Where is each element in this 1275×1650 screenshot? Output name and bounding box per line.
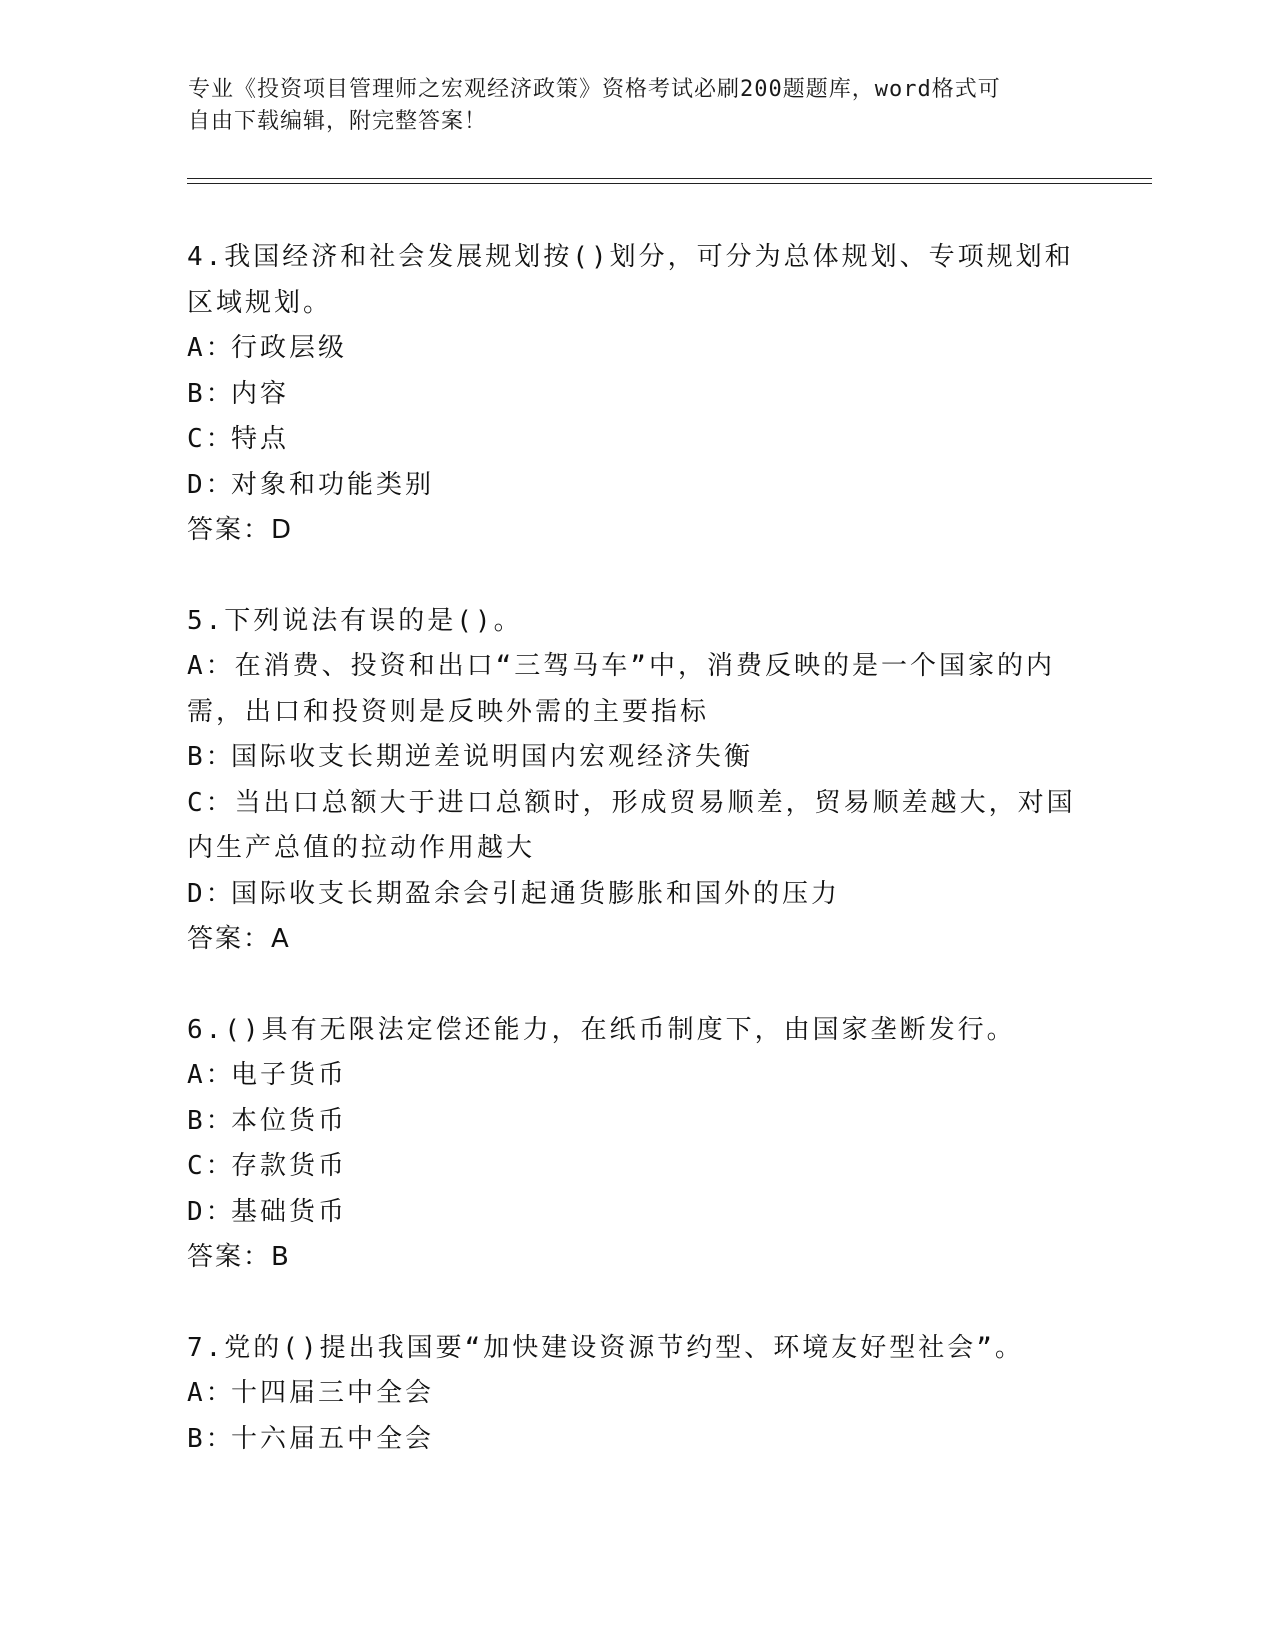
option-a [187, 326, 1087, 372]
answer-line: 答案：D [187, 515, 294, 545]
option-text: 存款货币 [231, 1151, 348, 1181]
option-d [187, 872, 1087, 918]
option-text: 电子货币 [231, 1060, 348, 1090]
option-letter: D： [187, 1196, 235, 1227]
option-letter: C： [187, 1151, 235, 1181]
header-divider-top [187, 178, 1152, 179]
option-letter: B： [187, 1423, 235, 1454]
question-stem: 5.下列说法有误的是()。 [187, 605, 523, 636]
option-text: 当出口总额大于进口总额时，形成贸易顺差，贸易顺差越大，对国 [234, 787, 1076, 818]
option-text: 国际收支长期逆差说明国内宏观经济失衡 [231, 742, 754, 772]
option-letter: A： [187, 1060, 235, 1090]
option-text: 基础货币 [231, 1196, 348, 1227]
answer-line: 答案：B [187, 1242, 291, 1272]
option-letter: C： [187, 424, 235, 454]
option-d [187, 463, 1087, 509]
option-b [187, 1099, 1087, 1145]
option-b [187, 735, 1087, 781]
option-c-continued: 内生产总值的拉动作用越大 [187, 833, 536, 863]
option-b [187, 372, 1087, 418]
question-stem: 6.()具有无限法定偿还能力，在纸币制度下，由国家垄断发行。 [187, 1014, 1016, 1045]
option-text: 本位货币 [231, 1105, 348, 1136]
option-b [187, 1417, 1087, 1463]
question-5 [187, 599, 1087, 963]
question-stem: 4.我国经济和社会发展规划按()划分，可分为总体规划、专项规划和 [187, 242, 1074, 272]
document-header [188, 74, 1088, 138]
option-letter: A： [187, 333, 235, 363]
option-letter: C： [187, 787, 235, 818]
option-letter: D： [187, 469, 235, 500]
option-text: 十四届三中全会 [231, 1378, 435, 1408]
option-letter: D： [187, 878, 235, 909]
question-4 [187, 235, 1087, 554]
option-text: 特点 [231, 424, 290, 454]
option-a [187, 1371, 1087, 1417]
option-letter: B： [187, 1105, 235, 1136]
answer-line: 答案：A [187, 924, 291, 954]
question-6 [187, 1008, 1087, 1281]
option-c [187, 781, 1087, 827]
option-text: 十六届五中全会 [231, 1423, 435, 1454]
option-a [187, 644, 1087, 690]
question-list [187, 235, 1087, 1507]
option-text: 在消费、投资和出口“三驾马车”中，消费反映的是一个国家的内 [234, 651, 1055, 681]
option-letter: A： [187, 1378, 235, 1408]
option-letter: B： [187, 378, 235, 409]
option-text: 内容 [231, 378, 290, 409]
question-7 [187, 1326, 1087, 1463]
option-letter: A： [187, 651, 235, 681]
option-a-continued: 需，出口和投资则是反映外需的主要指标 [187, 696, 710, 727]
option-c [187, 417, 1087, 463]
option-c [187, 1144, 1087, 1190]
option-letter: B： [187, 742, 235, 772]
header-line-2: 自由下载编辑，附完整答案！ [188, 109, 488, 134]
option-text: 行政层级 [231, 333, 348, 363]
question-stem: 7.党的()提出我国要“加快建设资源节约型、环境友好型社会”。 [187, 1332, 1024, 1363]
option-a [187, 1053, 1087, 1099]
option-text: 对象和功能类别 [231, 469, 435, 500]
question-stem-continued: 区域规划。 [187, 287, 333, 318]
header-divider-bottom [187, 183, 1152, 184]
header-line-1: 专业《投资项目管理师之宏观经济政策》资格考试必刷200题题库，word格式可 [188, 77, 1001, 102]
option-d [187, 1190, 1087, 1236]
option-text: 国际收支长期盈余会引起通货膨胀和国外的压力 [231, 878, 841, 909]
